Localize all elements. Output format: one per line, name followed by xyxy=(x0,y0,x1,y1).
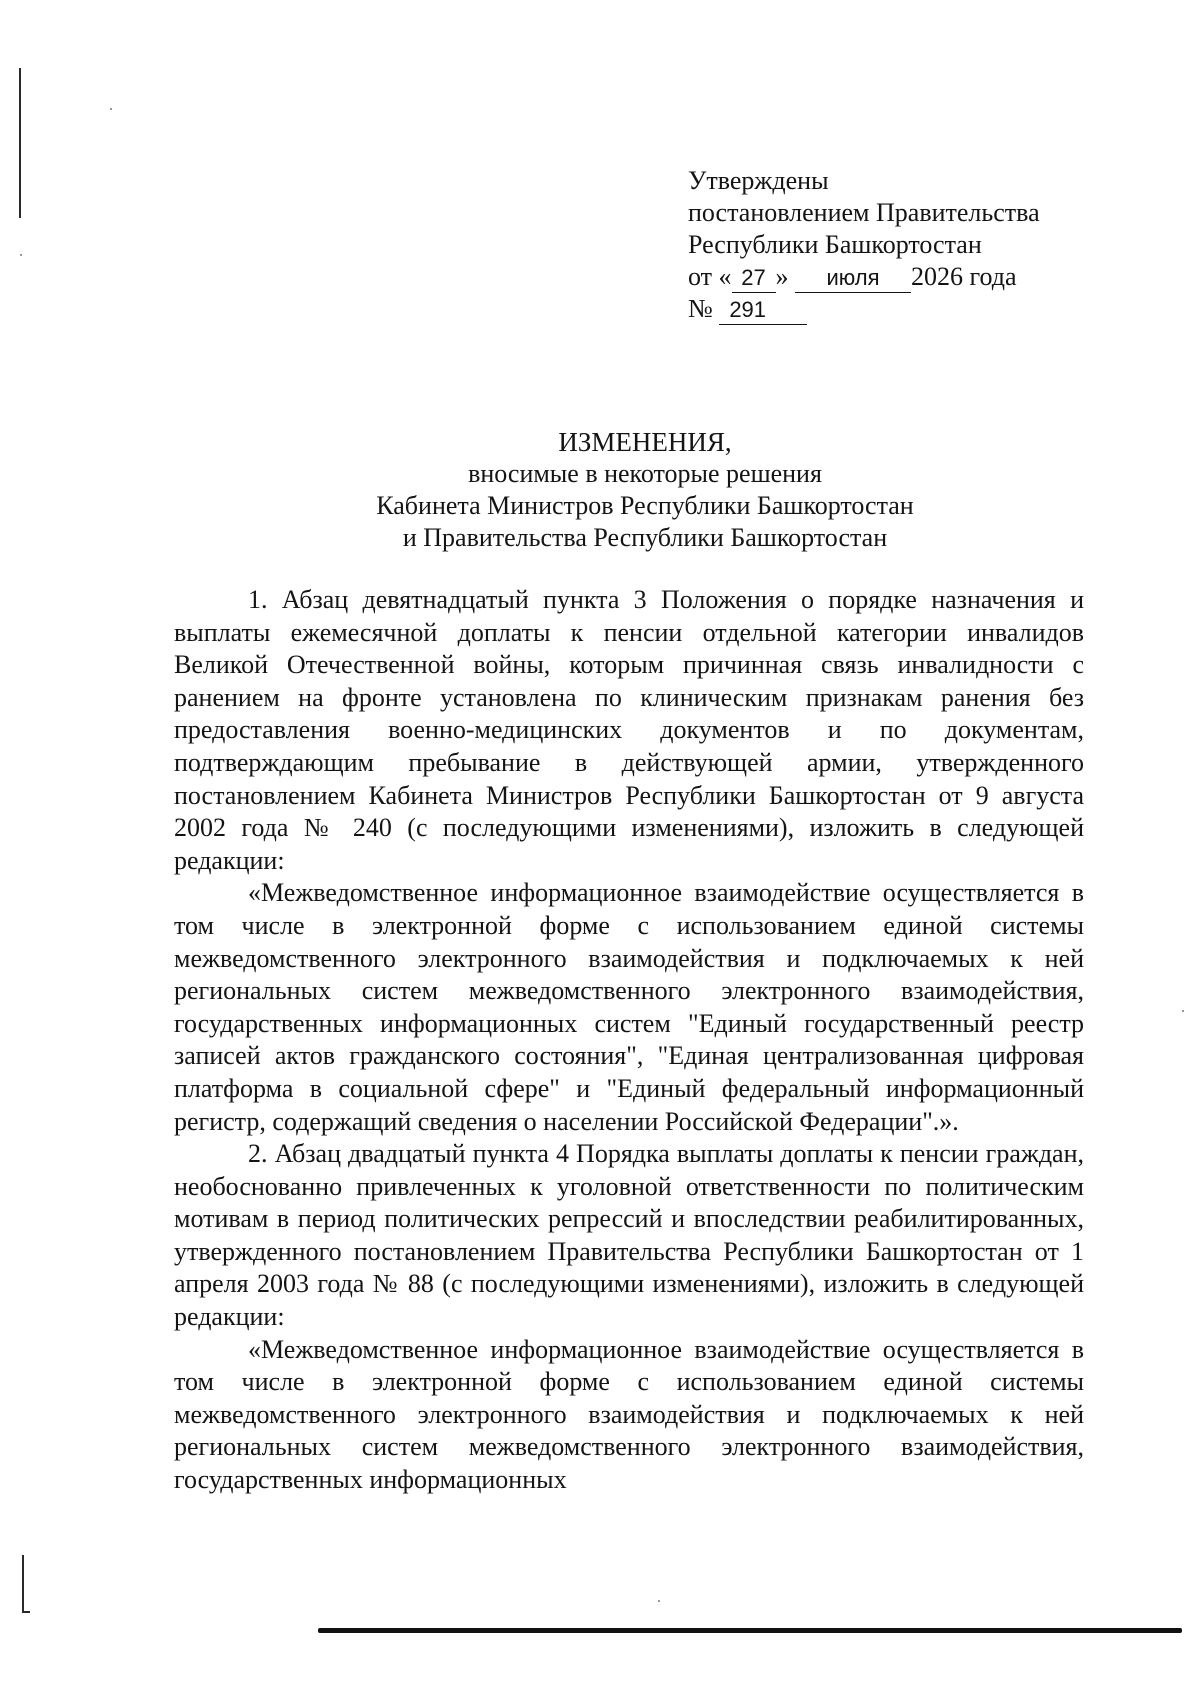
number-value: 291 xyxy=(719,296,807,325)
scan-edge-mark xyxy=(22,1555,24,1613)
scan-speck xyxy=(110,108,112,110)
scan-speck xyxy=(658,1600,660,1602)
date-prefix: от « xyxy=(688,262,732,291)
document-title: ИЗМЕНЕНИЯ, xyxy=(558,427,732,457)
heading-line: вносимые в некоторые решения xyxy=(468,459,822,488)
document-body xyxy=(174,584,1084,1497)
heading-line: и Правительства Республики Башкортостан xyxy=(402,523,888,552)
document-heading xyxy=(170,426,1120,554)
paragraph: 1. Абзац девятнадцатый пункта 3 Положения о порядке назначения и выплаты ежемесячной доплаты к пенсии отдельной категории инвалидов Великой Отечественной войны, которым причинная связь инвалидности с ранением на фронте установлена по клиническим признакам ранения без предоставления военно-медицинских документов и по документам, подтверждающим пребывание в действующей армии, утвержденного постановлением Кабинета Министров Республики Башкортостан от 9 августа 2002 года № 240 (с последующими изменениями), изложить в следующей редакции: xyxy=(174,585,1084,875)
approval-line: Республики Башкортостан xyxy=(688,230,982,259)
scan-edge-mark xyxy=(19,68,21,218)
date-day: 27 xyxy=(732,264,776,293)
date-year: 2026 года xyxy=(911,262,1017,291)
approval-date xyxy=(688,261,1040,293)
paragraph-quote: «Межведомственное информационное взаимодействие осуществляется в том числе в электронной форме с использованием единой системы межведомственного электронного взаимодействия и подключаемых к ней региональных систем межведомственного электронного взаимодействия, государственных информационных xyxy=(174,1334,1084,1495)
scan-speck xyxy=(20,254,22,256)
scan-edge-mark xyxy=(22,1611,30,1613)
paragraph: 2. Абзац двадцатый пункта 4 Порядка выплаты доплаты к пенсии граждан, необоснованно привлеченных к уголовной ответственности по политическим мотивам в период политических репрессий и впоследствии реабилитированных, утвержденного постановлением Правительства Республики Башкортостан от 1 апреля 2003 года № 88 (с последующими изменениями), изложить в следующей редакции: xyxy=(174,1139,1084,1332)
approval-number xyxy=(688,293,1040,325)
scan-bottom-rule xyxy=(318,1628,1182,1633)
approval-line: Утверждены xyxy=(688,166,829,195)
date-mid: » xyxy=(775,262,789,291)
paragraph-quote: «Межведомственное информационное взаимодействие осуществляется в том числе в электронной форме с использованием единой системы межведомственного электронного взаимодействия и подключаемых к ней региональных систем межведомственного электронного взаимодействия, государственных информационных систем "Единый государственный реестр записей актов гражданского состояния", "Единая централизованная цифровая платформа в социальной сфере" и "Единый федеральный информационный регистр, содержащий сведения о населении Российской Федерации".». xyxy=(174,878,1084,1136)
heading-line: Кабинета Министров Республики Башкортостан xyxy=(376,491,914,520)
number-label: № xyxy=(688,294,713,323)
scan-speck xyxy=(1182,1010,1184,1012)
date-month: июля xyxy=(795,264,911,293)
approval-block xyxy=(688,165,1040,325)
approval-line: постановлением Правительства xyxy=(688,198,1040,227)
